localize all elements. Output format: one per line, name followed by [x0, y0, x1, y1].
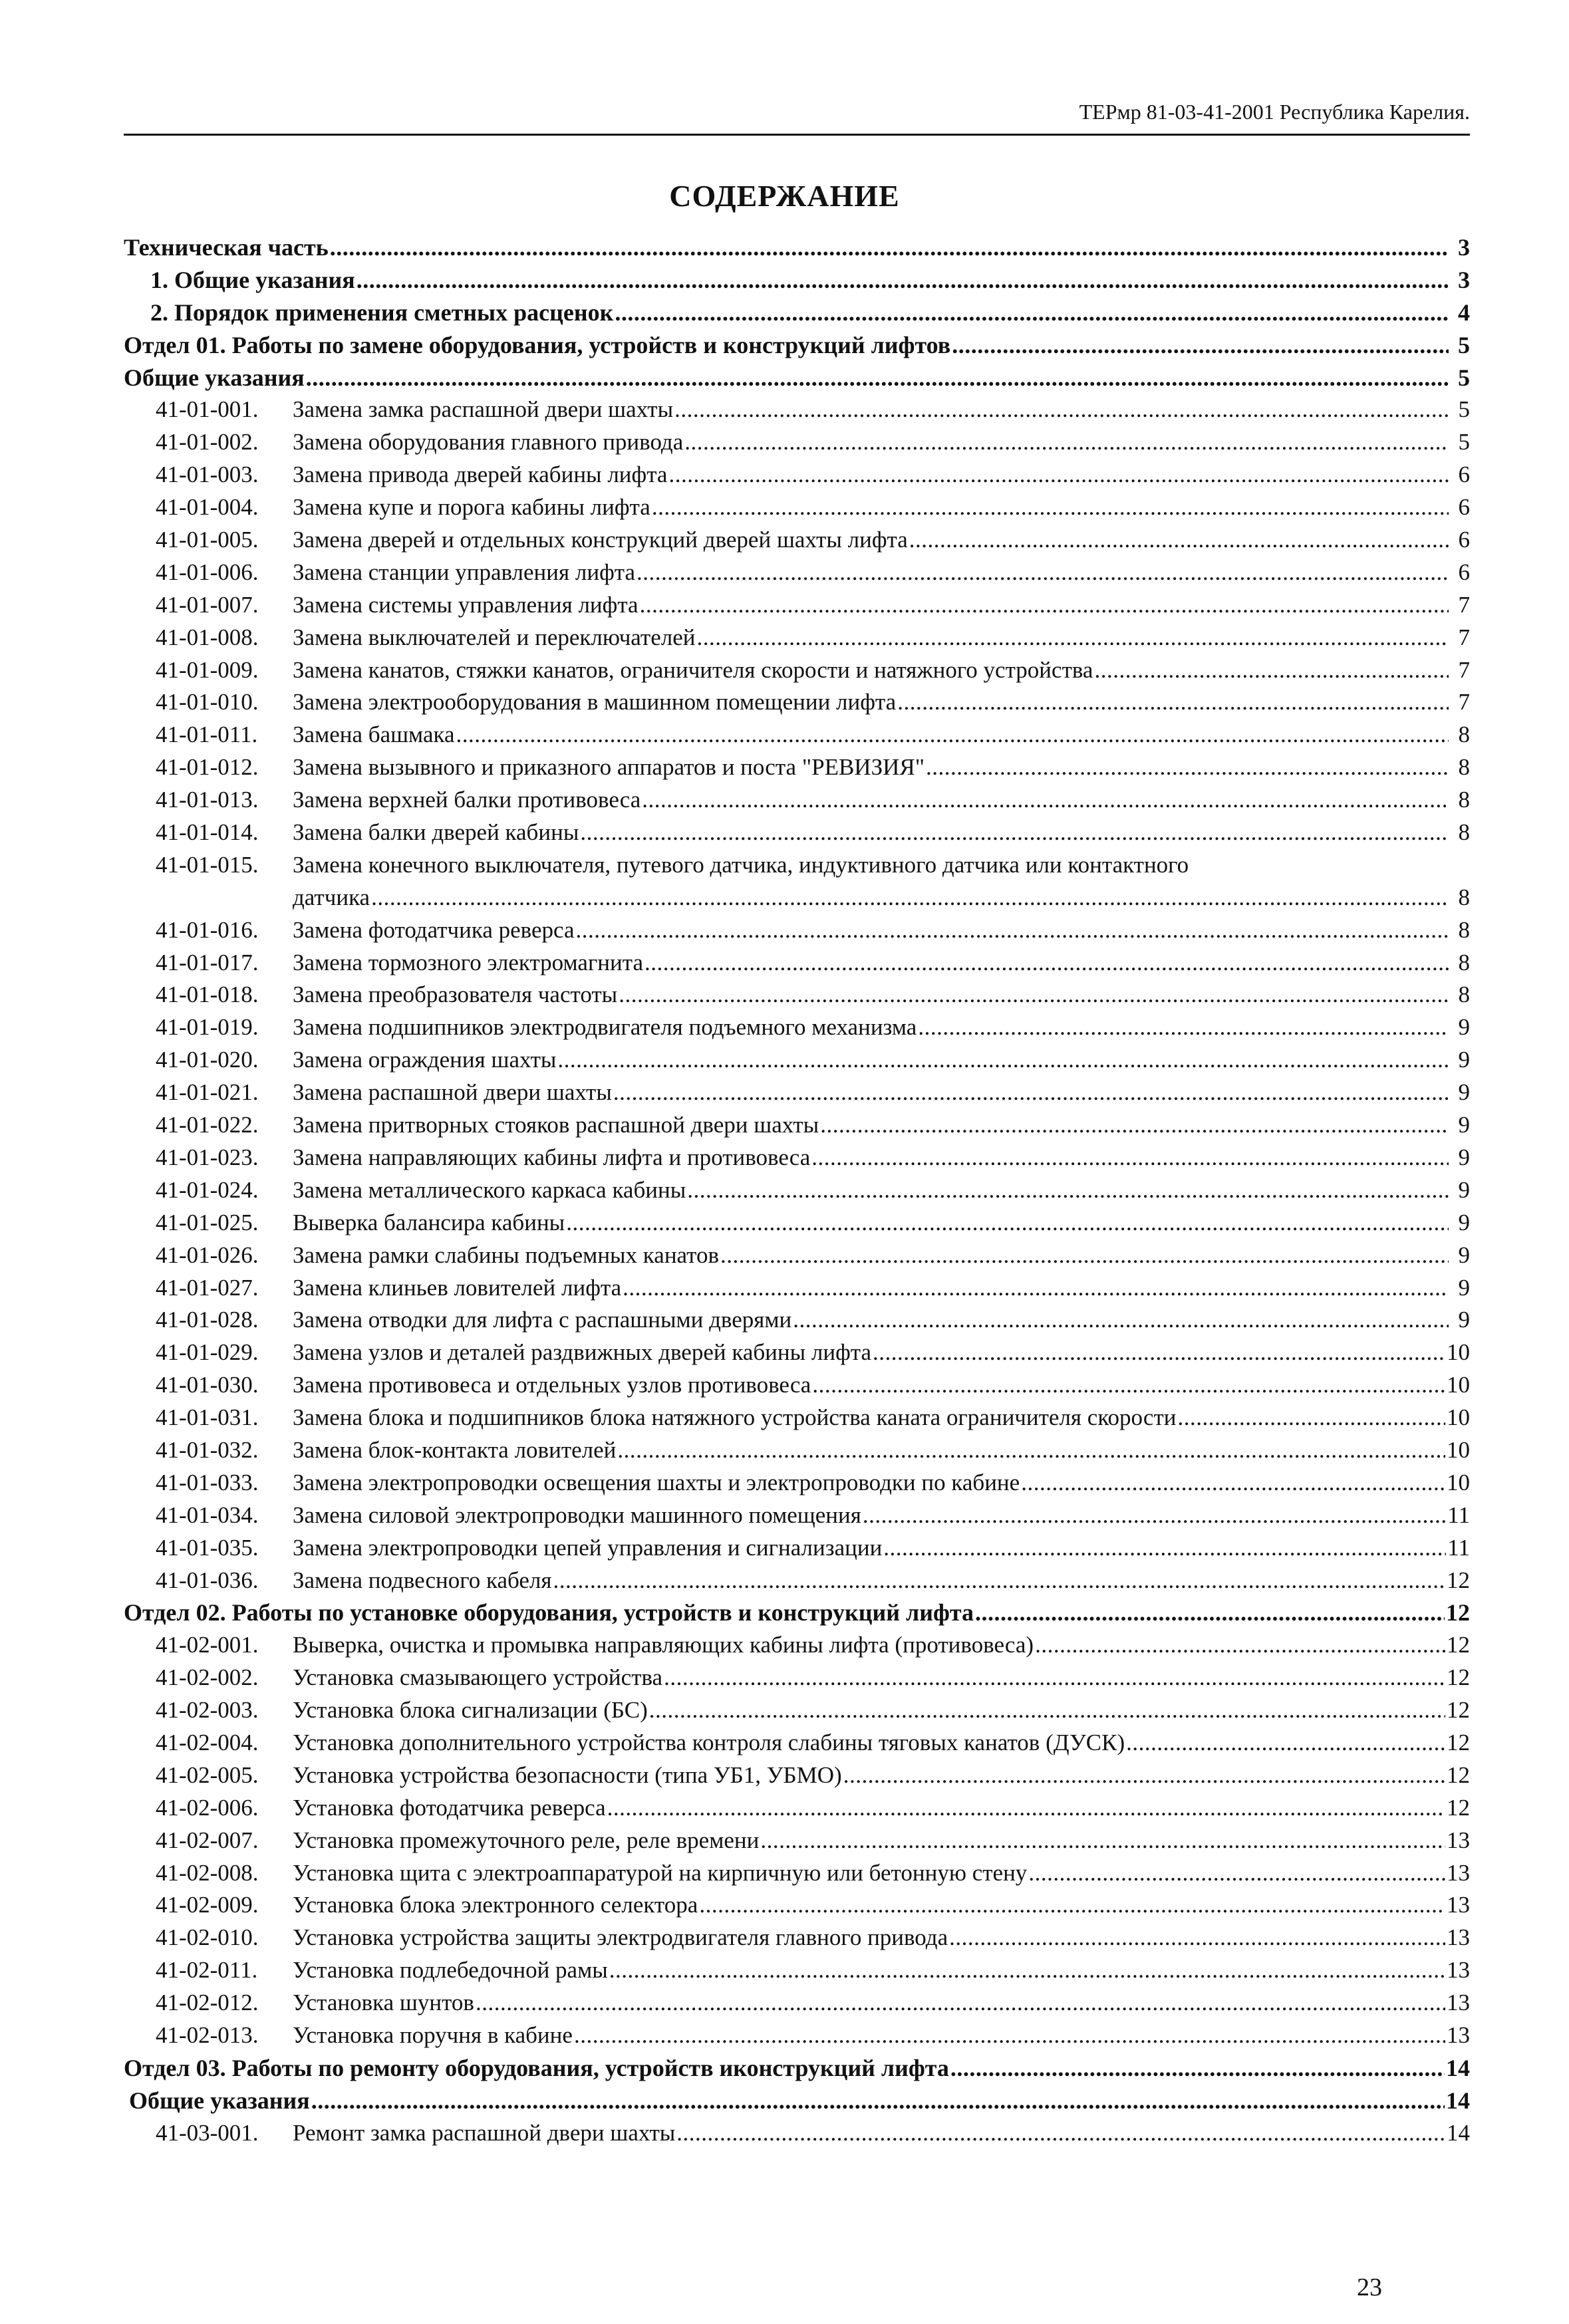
toc-leader-dots: [623, 1272, 1449, 1305]
toc-entry: [124, 2019, 1470, 2052]
toc-entry-title: Замена электропроводки цепей управления и сигнализации: [293, 1534, 883, 1561]
toc-entry-title: Замена узлов и деталей раздвижных дверей кабины лифта: [293, 1339, 872, 1366]
toc-leader-dots: [676, 2117, 1445, 2150]
toc-entry-title: Замена подшипников электродвигателя подъемного механизма: [293, 1014, 917, 1041]
toc-leader-dots: [1177, 1402, 1445, 1434]
toc-entry-title: Замена распашной двери шахты: [293, 1079, 612, 1106]
toc-entry-code: 41-01-006.: [156, 559, 259, 585]
toc-entry: [124, 1857, 1470, 1890]
toc-leader-dots: [720, 1239, 1449, 1272]
toc-entry-code: 41-01-036.: [156, 1567, 259, 1593]
toc-entry: [124, 1369, 1470, 1402]
toc-entry-title: Установка блока сигнализации (БС): [293, 1697, 648, 1724]
toc-entry-page: 6: [1458, 527, 1470, 553]
toc-entry-page: 12: [1447, 1697, 1470, 1724]
toc-entry: [124, 882, 1470, 914]
toc-entry-page: 7: [1458, 656, 1470, 683]
toc-entry: [124, 914, 1470, 947]
toc-leader-dots: [553, 1565, 1445, 1597]
toc-entry-code: 41-01-008.: [156, 624, 259, 650]
toc-entry-code: 41-01-004.: [156, 494, 259, 521]
toc-entry: [124, 1629, 1470, 1662]
toc-entry-page: 7: [1458, 689, 1470, 715]
toc-entry-title: Замена преобразователя частоты: [293, 981, 618, 1008]
toc-entry-page: 5: [1458, 364, 1470, 391]
toc-entry-page: 4: [1458, 299, 1470, 326]
toc-leader-dots: [952, 329, 1449, 362]
toc-entry: [124, 2052, 1470, 2085]
toc-entry-page: 10: [1447, 1404, 1470, 1431]
toc-leader-dots: [644, 947, 1449, 979]
toc-entry-title: Замена фотодатчика реверса: [293, 916, 575, 943]
toc-entry: [124, 1142, 1470, 1174]
toc-entry-title: Техническая часть: [124, 234, 329, 261]
toc-entry: [124, 491, 1470, 524]
toc-leader-dots: [580, 817, 1449, 849]
toc-entry-title: Замена блок-контакта ловителей: [293, 1436, 617, 1463]
toc-leader-dots: [576, 914, 1449, 947]
toc-leader-dots: [619, 979, 1449, 1011]
toc-entry-code: 41-01-019.: [156, 1014, 259, 1041]
toc-entry-code: 41-02-005.: [156, 1761, 259, 1788]
toc-entry-title: Установка смазывающего устройства: [293, 1664, 663, 1691]
toc-leader-dots: [566, 1207, 1449, 1239]
toc-entry: [124, 1434, 1470, 1467]
toc-leader-dots: [640, 589, 1449, 622]
toc-leader-dots: [949, 1922, 1445, 1954]
toc-entry-code: 41-01-034.: [156, 1501, 259, 1528]
toc-entry-page: 5: [1458, 429, 1470, 455]
toc-entry: [124, 1597, 1470, 1629]
toc-entry-title: Замена тормозного электромагнита: [293, 949, 644, 975]
toc-entry-page: 9: [1458, 1047, 1470, 1073]
toc-entry-code: 41-01-016.: [156, 916, 259, 943]
toc-leader-dots: [371, 882, 1449, 914]
toc-leader-dots: [909, 524, 1449, 557]
toc-entry-page: 13: [1447, 1859, 1470, 1886]
toc-entry: [124, 2085, 1470, 2117]
toc-leader-dots: [674, 394, 1449, 426]
page-title: СОДЕРЖАНИЕ: [669, 179, 900, 213]
toc-entry-page: 9: [1458, 1014, 1470, 1041]
toc-entry-page: 6: [1458, 461, 1470, 488]
toc-entry-title: Замена металлического каркаса кабины: [293, 1176, 686, 1203]
toc-entry-title: Установка щита с электроаппаратурой на кирпичную или бетонную стену: [293, 1859, 1028, 1886]
toc-entry-title: Замена отводки для лифта с распашными дверями: [293, 1307, 792, 1333]
toc-entry-page: 9: [1458, 1209, 1470, 1235]
toc-entry: [124, 1499, 1470, 1532]
toc-entry-title: Выверка балансира кабины: [293, 1209, 565, 1235]
toc-entry-code: 41-01-013.: [156, 787, 259, 813]
toc-entry: [124, 1109, 1470, 1142]
toc-entry-code: 41-01-023.: [156, 1144, 259, 1170]
toc-leader-dots: [793, 1304, 1449, 1337]
toc-entry: [124, 719, 1470, 751]
toc-entry-title: Замена выключателей и переключателей: [293, 624, 696, 650]
toc-entry: [124, 394, 1470, 426]
toc-entry-page: 8: [1458, 787, 1470, 813]
toc-entry-title: Установка подлебедочной рамы: [293, 1957, 608, 1984]
toc-entry-title: Замена ограждения шахты: [293, 1047, 557, 1073]
toc-entry: [124, 329, 1470, 362]
toc-entry-title: Замена притворных стояков распашной двери шахты: [293, 1112, 819, 1138]
toc-leader-dots: [668, 459, 1449, 491]
toc-entry-title: Отдел 03. Работы по ремонту оборудования, устройств иконструкций лифта: [124, 2054, 949, 2081]
toc-entry-code: 41-01-021.: [156, 1079, 259, 1106]
toc-entry: [124, 1792, 1470, 1825]
toc-entry-page: 13: [1447, 1957, 1470, 1984]
toc-entry-title: Замена рамки слабины подъемных канатов: [293, 1241, 720, 1268]
toc-leader-dots: [574, 2019, 1445, 2052]
toc-entry-title: Общие указания: [124, 364, 305, 391]
toc-entry-code: 41-02-006.: [156, 1794, 259, 1821]
toc-leader-dots: [811, 1142, 1449, 1174]
toc-leader-dots: [699, 1889, 1445, 1922]
toc-leader-dots: [615, 297, 1449, 329]
toc-entry: [124, 1044, 1470, 1077]
toc-entry-page: 13: [1447, 1892, 1470, 1918]
toc-entry: [124, 1532, 1470, 1565]
toc-entry-title: Установка шунтов: [293, 1990, 474, 2016]
toc-entry: [124, 426, 1470, 459]
toc-entry-title: Установка промежуточного реле, реле времени: [293, 1827, 760, 1853]
toc-entry-title: Замена верхней балки противовеса: [293, 787, 641, 813]
toc-entry-code: 41-01-017.: [156, 949, 259, 975]
toc-entry-code: 41-01-005.: [156, 527, 259, 553]
toc-leader-dots: [649, 1694, 1445, 1727]
toc-entry-code: 41-01-014.: [156, 819, 259, 846]
toc-leader-dots: [1126, 1727, 1445, 1759]
toc-entry-title: Замена подвесного кабеля: [293, 1567, 552, 1593]
toc-entry-title: Замена направляющих кабины лифта и противовеса: [293, 1144, 811, 1170]
toc-entry-title: Замена балки дверей кабины: [293, 819, 579, 846]
toc-entry-code: 41-01-011.: [156, 721, 258, 748]
toc-entry-page: 7: [1458, 624, 1470, 650]
toc-entry-code: 41-01-001.: [156, 396, 259, 423]
toc-entry-code: 41-02-010.: [156, 1924, 259, 1951]
toc-entry: [124, 1727, 1470, 1759]
toc-entry-title: Отдел 02. Работы по установке оборудования, устройств и конструкций лифта: [124, 1599, 974, 1626]
toc-entry-code: 41-01-007.: [156, 591, 259, 618]
toc-entry-title: Установка фотодатчика реверса: [293, 1794, 606, 1821]
toc-leader-dots: [306, 362, 1449, 394]
toc-entry-code: 41-01-010.: [156, 689, 259, 715]
toc-leader-dots: [863, 1499, 1446, 1532]
toc-entry-page: 13: [1447, 1827, 1470, 1853]
toc-entry-code: 41-01-028.: [156, 1307, 259, 1333]
toc-entry: [124, 1662, 1470, 1694]
toc-entry-page: 12: [1447, 1729, 1470, 1755]
toc-entry-code: 41-01-027.: [156, 1274, 259, 1301]
toc-entry: [124, 1889, 1470, 1922]
toc-entry-code: 41-01-030.: [156, 1372, 259, 1398]
toc-entry: [124, 784, 1470, 817]
toc-leader-dots: [557, 1044, 1449, 1077]
toc-entry: [124, 1402, 1470, 1434]
toc-entry-title: Отдел 01. Работы по замене оборудования, устройств и конструкций лифтов: [124, 331, 951, 358]
toc-leader-dots: [820, 1109, 1449, 1142]
toc-entry-title: Замена блока и подшипников блока натяжного устройства каната ограничителя скорости: [293, 1404, 1177, 1431]
toc-entry-title: Замена канатов, стяжки канатов, ограничителя скорости и натяжного устройства: [293, 656, 1093, 683]
toc-entry-title: Установка поручня в кабине: [293, 2021, 573, 2048]
toc-entry-title: Замена электропроводки освещения шахты и электропроводки по кабине: [293, 1469, 1020, 1495]
toc-entry-title: Замена противовеса и отдельных узлов противовеса: [293, 1372, 811, 1398]
toc-entry-code: 41-01-025.: [156, 1209, 259, 1235]
toc-entry-title: 2. Порядок применения сметных расценок: [150, 299, 614, 326]
toc-entry-title: Замена замка распашной двери шахты: [293, 396, 674, 423]
toc-leader-dots: [330, 231, 1449, 264]
toc-entry: [124, 1565, 1470, 1597]
toc-entry-title: Замена вызывного и приказного аппаратов и поста "РЕВИЗИЯ": [293, 754, 925, 781]
toc-leader-dots: [950, 2052, 1445, 2085]
toc-leader-dots: [664, 1662, 1445, 1694]
toc-entry: [124, 362, 1470, 394]
toc-entry-code: 41-01-012.: [156, 754, 259, 781]
toc-entry-code: 41-01-015.: [156, 851, 259, 878]
toc-entry: [124, 622, 1470, 654]
toc-leader-dots: [311, 2085, 1445, 2117]
toc-entry: [124, 297, 1470, 329]
toc-entry-page: 14: [1446, 2054, 1470, 2081]
toc-entry-code: 41-02-011.: [156, 1957, 258, 1984]
toc-leader-dots: [873, 1337, 1445, 1369]
toc-entry-code: 41-02-009.: [156, 1892, 259, 1918]
toc-entry: [124, 557, 1470, 589]
toc-entry-page: 12: [1447, 1632, 1470, 1658]
toc-entry: [124, 1272, 1470, 1305]
toc-entry-page: 11: [1447, 1534, 1470, 1561]
toc-entry-page: 10: [1447, 1372, 1470, 1398]
toc-entry-code: 41-01-024.: [156, 1176, 259, 1203]
toc-entry-page: 9: [1458, 1079, 1470, 1106]
toc-entry-title: Ремонт замка распашной двери шахты: [293, 2119, 676, 2146]
toc-entry: [124, 1011, 1470, 1044]
toc-entry-title: Замена клиньев ловителей лифта: [293, 1274, 622, 1301]
toc-entry-code: 41-01-032.: [156, 1436, 259, 1463]
toc-leader-dots: [652, 491, 1449, 524]
toc-entry-code: 41-02-004.: [156, 1729, 259, 1755]
toc-entry-code: 41-03-001.: [156, 2119, 259, 2146]
toc-entry: [124, 654, 1470, 687]
toc-leader-dots: [613, 1077, 1449, 1109]
toc-entry: [124, 589, 1470, 622]
toc-entry-code: 41-01-031.: [156, 1404, 259, 1431]
toc-entry: [124, 751, 1470, 784]
toc-entry-title: Замена башмака: [293, 721, 455, 748]
toc-leader-dots: [697, 622, 1449, 654]
toc-leader-dots: [609, 1954, 1445, 1987]
toc-entry-page: 11: [1447, 1501, 1470, 1528]
toc-entry-title: Выверка, очистка и промывка направляющих кабины лифта (противовеса): [293, 1632, 1034, 1658]
toc-entry-title: Замена привода дверей кабины лифта: [293, 461, 668, 488]
toc-entry: [124, 1922, 1470, 1954]
toc-entry-page: 9: [1458, 1241, 1470, 1268]
toc-entry-page: 12: [1447, 1664, 1470, 1691]
toc-entry: [124, 1239, 1470, 1272]
toc-entry-title: 1. Общие указания: [150, 266, 355, 293]
toc-entry-title: датчика: [293, 884, 370, 910]
toc-entry: [124, 947, 1470, 979]
toc-leader-dots: [357, 264, 1449, 297]
toc-leader-dots: [637, 557, 1449, 589]
toc-entry-code: 41-01-018.: [156, 981, 259, 1008]
toc-entry-title: Установка устройства защиты электродвигателя главного привода: [293, 1924, 948, 1951]
toc-entry-title: Общие указания: [129, 2087, 310, 2114]
toc-entry-title: Замена станции управления лифта: [293, 559, 636, 585]
toc-entry: [124, 1304, 1470, 1337]
toc-entry: [124, 1954, 1470, 1987]
toc-leader-dots: [760, 1825, 1445, 1857]
toc-entry-code: 41-01-002.: [156, 429, 259, 455]
toc-entry-page: 8: [1458, 981, 1470, 1008]
toc-entry-page: 8: [1458, 721, 1470, 748]
toc-leader-dots: [897, 686, 1449, 719]
toc-leader-dots: [926, 751, 1449, 784]
toc-entry-page: 5: [1458, 396, 1470, 423]
toc-entry-page: 14: [1447, 2119, 1470, 2146]
toc-entry-title: Замена силовой электропроводки машинного помещения: [293, 1501, 861, 1528]
toc-entry-code: 41-02-002.: [156, 1664, 259, 1691]
toc-entry: [124, 979, 1470, 1011]
toc-leader-dots: [883, 1532, 1446, 1565]
toc-leader-dots: [1035, 1629, 1445, 1662]
toc-leader-dots: [476, 1987, 1445, 2019]
toc-entry-page: 9: [1458, 1274, 1470, 1301]
toc-entry-page: 9: [1458, 1144, 1470, 1170]
toc-entry-code: 41-01-033.: [156, 1469, 259, 1495]
page-number: 23: [1357, 2273, 1382, 2301]
toc-leader-dots: [642, 784, 1449, 817]
toc-entry-page: 5: [1458, 331, 1470, 358]
toc-entry-page: 13: [1447, 1990, 1470, 2016]
toc-entry-code: 41-01-026.: [156, 1241, 259, 1268]
toc-entry-title: Установка устройства безопасности (типа УБ1, УБМО): [293, 1761, 842, 1788]
toc-entry: [124, 1207, 1470, 1239]
toc-entry-title: Замена электрооборудования в машинном помещении лифта: [293, 689, 897, 715]
toc-entry: [124, 1825, 1470, 1857]
toc-entry-page: 13: [1447, 1924, 1470, 1951]
toc-entry-page: 8: [1458, 949, 1470, 975]
toc-entry-page: 12: [1447, 1794, 1470, 1821]
toc-entry-page: 6: [1458, 559, 1470, 585]
toc-entry: [124, 1987, 1470, 2019]
toc-entry: [124, 264, 1470, 297]
toc-entry: [124, 231, 1470, 264]
toc-entry: [124, 2117, 1470, 2150]
toc-entry-page: 10: [1447, 1436, 1470, 1463]
toc-entry-page: 13: [1447, 2021, 1470, 2048]
toc-entry-page: 14: [1446, 2087, 1470, 2114]
toc-entry: [124, 1174, 1470, 1207]
toc-entry-title: Замена конечного выключателя, путевого датчика, индуктивного датчика или контактного: [293, 851, 1189, 878]
toc-leader-dots: [918, 1011, 1449, 1044]
toc-entry-page: 12: [1446, 1599, 1470, 1626]
toc-leader-dots: [812, 1369, 1445, 1402]
toc-entry: [124, 1759, 1470, 1792]
toc-entry-page: 12: [1447, 1761, 1470, 1788]
toc-entry-code: 41-02-013.: [156, 2021, 259, 2048]
toc-entry: [124, 1337, 1470, 1369]
toc-leader-dots: [1028, 1857, 1445, 1890]
toc-entry-page: 8: [1458, 884, 1470, 910]
running-header: ТЕРмр 81-03-41-2001 Республика Карелия.: [124, 100, 1470, 136]
toc-entry-code: 41-01-009.: [156, 656, 259, 683]
toc-entry-page: 10: [1447, 1469, 1470, 1495]
toc-entry-code: 41-02-008.: [156, 1859, 259, 1886]
toc-leader-dots: [1021, 1467, 1445, 1499]
toc-entry-title: Замена купе и порога кабины лифта: [293, 494, 650, 521]
toc-entry-code: 41-01-020.: [156, 1047, 259, 1073]
toc-entry-page: 6: [1458, 494, 1470, 521]
toc-entry-title: Замена оборудования главного привода: [293, 429, 684, 455]
toc-entry-page: 3: [1458, 234, 1470, 261]
toc-leader-dots: [843, 1759, 1445, 1792]
toc-entry-page: 7: [1458, 591, 1470, 618]
toc-entry-page: 8: [1458, 819, 1470, 846]
toc-entry-title: Замена дверей и отдельных конструкций дверей шахты лифта: [293, 527, 908, 553]
toc-entry: [124, 459, 1470, 491]
toc-entry-code: 41-01-029.: [156, 1339, 259, 1366]
toc-entry-code: 41-01-003.: [156, 461, 259, 488]
toc-entry-page: 8: [1458, 754, 1470, 781]
toc-entry-page: 8: [1458, 916, 1470, 943]
toc-entry: [124, 686, 1470, 719]
toc-leader-dots: [1094, 654, 1449, 687]
toc-entry-page: 9: [1458, 1112, 1470, 1138]
toc-entry-code: 41-01-035.: [156, 1534, 259, 1561]
toc-entry: [124, 849, 1470, 882]
toc-entry: [124, 1694, 1470, 1727]
toc-entry: [124, 817, 1470, 849]
toc-entry-code: 41-02-003.: [156, 1697, 259, 1724]
toc-entry-code: 41-02-012.: [156, 1990, 259, 2016]
toc-entry-page: 9: [1458, 1176, 1470, 1203]
toc-entry-title: Установка блока электронного селектора: [293, 1892, 698, 1918]
toc-entry-page: 10: [1447, 1339, 1470, 1366]
toc-leader-dots: [687, 1174, 1449, 1207]
toc-entry-title: Установка дополнительного устройства контроля слабины тяговых канатов (ДУСК): [293, 1729, 1125, 1755]
toc-entry-code: 41-02-007.: [156, 1827, 259, 1853]
toc-entry-code: 41-01-022.: [156, 1112, 259, 1138]
table-of-contents: [124, 231, 1470, 2150]
toc-entry: [124, 1467, 1470, 1499]
toc-entry-title: Замена системы управления лифта: [293, 591, 639, 618]
toc-entry-code: 41-02-001.: [156, 1632, 259, 1658]
toc-leader-dots: [975, 1597, 1445, 1629]
toc-entry: [124, 1077, 1470, 1109]
toc-entry-page: 3: [1458, 266, 1470, 293]
toc-leader-dots: [607, 1792, 1445, 1825]
toc-leader-dots: [617, 1434, 1445, 1467]
toc-entry-page: 9: [1458, 1307, 1470, 1333]
toc-leader-dots: [456, 719, 1449, 751]
toc-entry-page: 12: [1447, 1567, 1470, 1593]
toc-leader-dots: [684, 426, 1449, 459]
toc-entry: [124, 524, 1470, 557]
